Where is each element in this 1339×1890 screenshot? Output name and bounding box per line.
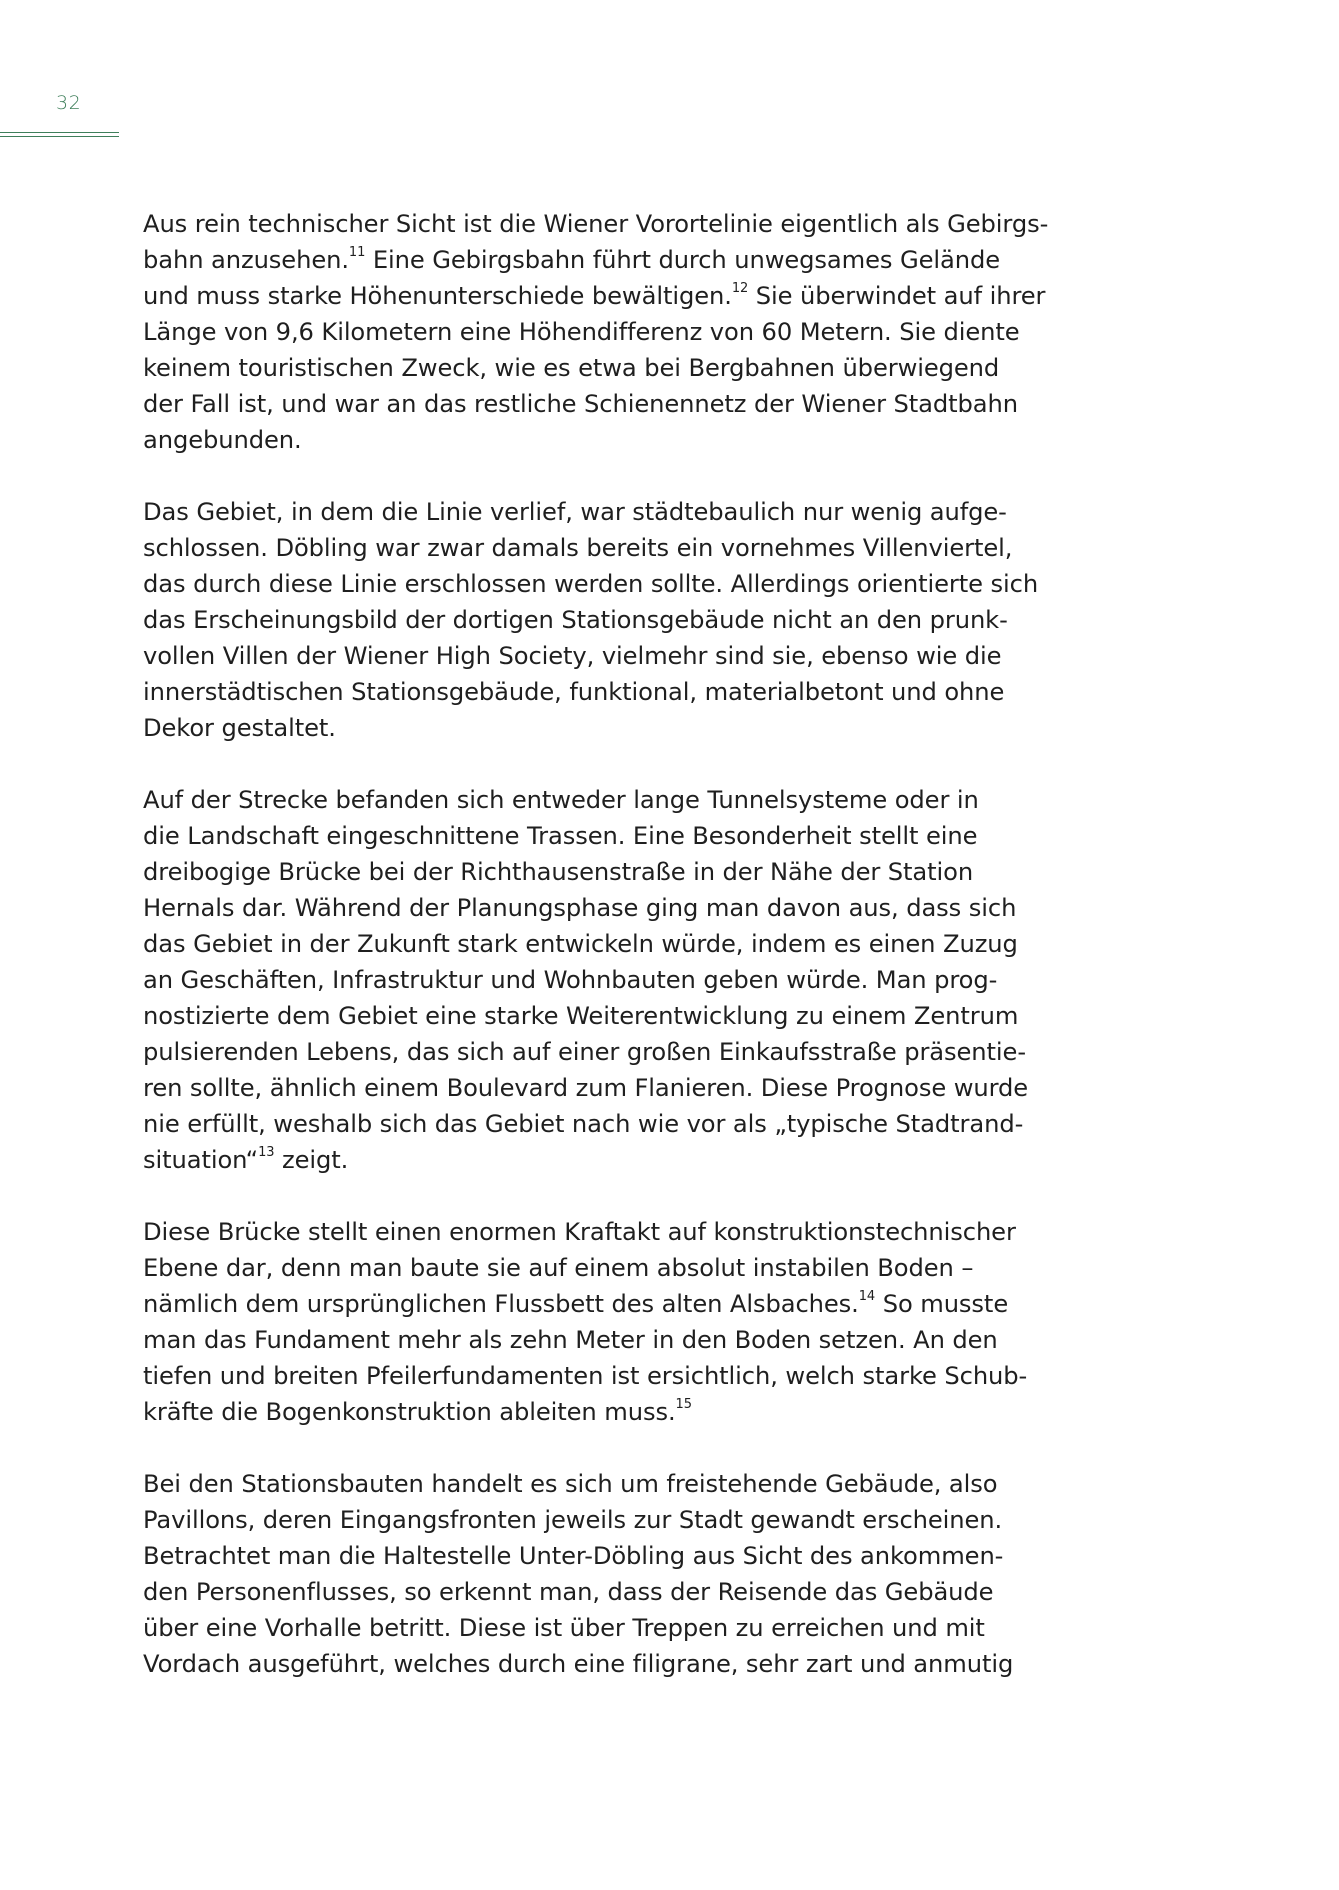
paragraph-gap [143,1430,1043,1466]
text-line [143,926,1043,962]
text-line [143,242,1043,278]
text-run: bahn anzusehen. [143,246,349,274]
body-text [143,206,1049,1682]
text-line [143,710,1043,746]
text-run: Pavillons, deren Eingangsfronten jeweils zur Stadt gewandt erscheinen. [143,1506,1003,1534]
paragraph [143,494,1043,746]
text-line [143,998,1043,1034]
text-run: angebunden. [143,426,302,454]
text-line [143,1646,1043,1682]
text-line [143,206,1049,242]
footnote-ref: 12 [731,280,749,296]
text-run: Eine Gebirgsbahn führt durch unwegsames Gelände [365,246,1001,274]
paragraph-gap [143,458,1043,494]
text-line [143,1394,1043,1430]
text-run: nostizierte dem Gebiet eine starke Weiterentwicklung zu einem Zentrum [143,1002,1019,1030]
page-number: 32 [56,92,82,114]
text-line [143,314,1043,350]
text-line [143,278,1046,314]
text-run: Aus rein technischer Sicht ist die Wiener Vorortelinie eigentlich als Gebirgs- [143,210,1049,238]
text-run: das Gebiet in der Zukunft stark entwickeln würde, indem es einen Zuzug [143,930,1018,958]
paragraph [143,782,1043,1178]
text-line [143,638,1043,674]
text-line [143,962,1043,998]
header-rule-bottom [0,136,119,137]
text-line [143,1070,1043,1106]
text-run: das Erscheinungsbild der dortigen Stationsgebäude nicht an den prunk- [143,606,1008,634]
text-line [143,386,1043,422]
text-run: situation“ [143,1146,259,1174]
text-run: man das Fundament mehr als zehn Meter in den Boden setzen. An den [143,1326,998,1354]
text-run: nie erfüllt, weshalb sich das Gebiet nach wie vor als „typische Stadtrand- [143,1110,1024,1138]
text-line [143,818,1043,854]
footnote-ref: 13 [258,1144,275,1160]
text-line [143,350,1043,386]
text-line [143,1322,1043,1358]
text-line [143,566,1043,602]
text-line [143,422,1043,458]
text-line [143,530,1043,566]
text-run: Ebene dar, denn man baute sie auf einem absolut instabilen Boden – [143,1254,974,1282]
text-line [143,1538,1043,1574]
text-run: ren sollte, ähnlich einem Boulevard zum Flanieren. Diese Prognose wurde [143,1074,1029,1102]
text-run: und muss starke Höhenunterschiede bewältigen. [143,282,732,310]
text-run: pulsierenden Lebens, das sich auf einer großen Einkaufsstraße präsentie- [143,1038,1026,1066]
text-line [143,602,1043,638]
text-line [143,1250,1043,1286]
text-run: das durch diese Linie erschlossen werden sollte. Allerdings orientierte sich [143,570,1039,598]
text-line [143,1466,1043,1502]
text-run: So musste [875,1290,1009,1318]
footnote-ref: 15 [675,1396,692,1412]
text-run: Hernals dar. Während der Planungsphase ging man davon aus, dass sich [143,894,1017,922]
text-run: Vordach ausgeführt, welches durch eine filigrane, sehr zart und anmutig [143,1650,1014,1678]
text-line [143,890,1043,926]
text-line [143,674,1043,710]
header-rule-top [0,132,119,133]
paragraph-gap [143,1178,1043,1214]
text-run: Bei den Stationsbauten handelt es sich um freistehende Gebäude, also [143,1470,998,1498]
footnote-ref: 14 [858,1288,876,1304]
text-run: nämlich dem ursprünglichen Flussbett des alten Alsbaches. [143,1290,859,1318]
text-line [143,1610,1043,1646]
paragraph-gap [143,746,1043,782]
paragraph [143,206,1049,458]
text-run: kräfte die Bogenkonstruktion ableiten muss. [143,1398,676,1426]
paragraph [143,1466,1043,1682]
text-run: keinem touristischen Zweck, wie es etwa bei Bergbahnen überwiegend [143,354,1000,382]
text-run: Das Gebiet, in dem die Linie verlief, war städtebaulich nur wenig aufge- [143,498,1007,526]
text-run: vollen Villen der Wiener High Society, vielmehr sind sie, ebenso wie die [143,642,1002,670]
paragraph [143,1214,1043,1430]
text-run: über eine Vorhalle betritt. Diese ist über Treppen zu erreichen und mit [143,1614,985,1642]
text-run: schlossen. Döbling war zwar damals bereits ein vornehmes Villenviertel, [143,534,1013,562]
text-line [143,854,1043,890]
text-run: tiefen und breiten Pfeilerfundamenten ist ersichtlich, welch starke Schub- [143,1362,1028,1390]
text-run: innerstädtischen Stationsgebäude, funktional, materialbetont und ohne [143,678,1005,706]
text-run: Diese Brücke stellt einen enormen Kraftakt auf konstruktionstechnischer [143,1218,1016,1246]
text-run: dreibogige Brücke bei der Richthausenstraße in der Nähe der Station [143,858,974,886]
text-run: die Landschaft eingeschnittene Trassen. Eine Besonderheit stellt eine [143,822,978,850]
text-run: an Geschäften, Infrastruktur und Wohnbauten geben würde. Man prog- [143,966,998,994]
text-run: Dekor gestaltet. [143,714,336,742]
text-line [143,1034,1043,1070]
footnote-ref: 11 [348,244,366,260]
text-run: der Fall ist, und war an das restliche Schienennetz der Wiener Stadtbahn [143,390,1018,418]
text-line [143,1106,1043,1142]
text-line [143,1574,1043,1610]
text-line [143,1286,1043,1322]
text-line [143,1358,1043,1394]
text-line [143,1214,1043,1250]
text-run: Sie überwindet auf ihrer [748,282,1046,310]
text-run: Länge von 9,6 Kilometern eine Höhendifferenz von 60 Metern. Sie diente [143,318,1020,346]
text-run: zeigt. [274,1146,349,1174]
text-run: den Personenflusses, so erkennt man, dass der Reisende das Gebäude [143,1578,994,1606]
text-line [143,494,1043,530]
text-line [143,1502,1043,1538]
text-run: Auf der Strecke befanden sich entweder lange Tunnelsysteme oder in [143,786,979,814]
text-line [143,782,1043,818]
text-line [143,1142,1043,1178]
text-run: Betrachtet man die Haltestelle Unter-Döbling aus Sicht des ankommen- [143,1542,1004,1570]
